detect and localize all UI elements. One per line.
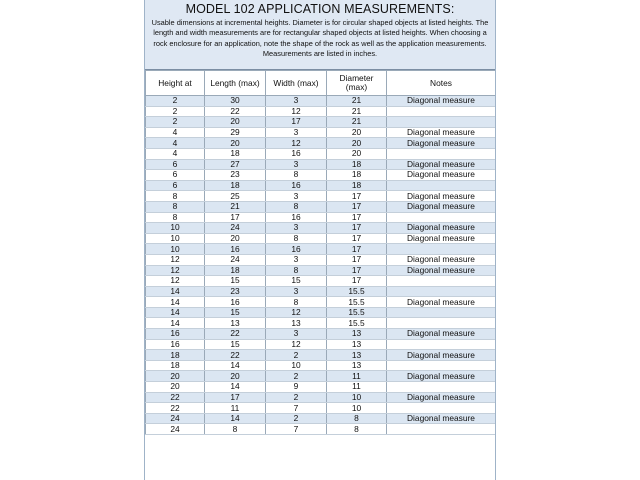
cell-width: 2 [266,371,327,382]
cell-height: 24 [146,424,205,435]
cell-length: 14 [205,360,266,371]
cell-length: 22 [205,329,266,340]
cell-length: 22 [205,350,266,361]
cell-length: 13 [205,318,266,329]
cell-notes: Diagonal measure [387,392,496,403]
cell-height: 6 [146,170,205,181]
cell-diameter: 17 [327,265,387,276]
table-row [146,223,496,234]
cell-height: 24 [146,413,205,424]
cell-width: 17 [266,117,327,128]
cell-length: 8 [205,424,266,435]
cell-diameter: 18 [327,159,387,170]
cell-width: 3 [266,254,327,265]
table-row [146,286,496,297]
column-header-notes: Notes [387,71,496,96]
cell-height: 8 [146,212,205,223]
cell-length: 22 [205,106,266,117]
cell-diameter: 13 [327,360,387,371]
cell-width: 16 [266,212,327,223]
cell-diameter: 17 [327,233,387,244]
cell-diameter: 15.5 [327,307,387,318]
cell-diameter: 20 [327,138,387,149]
cell-diameter: 17 [327,191,387,202]
cell-notes: Diagonal measure [387,223,496,234]
table-row [146,382,496,393]
cell-diameter: 15.5 [327,318,387,329]
cell-height: 8 [146,201,205,212]
cell-notes [387,276,496,287]
cell-notes: Diagonal measure [387,191,496,202]
cell-notes: Diagonal measure [387,233,496,244]
cell-length: 24 [205,254,266,265]
cell-diameter: 17 [327,244,387,255]
cell-height: 12 [146,254,205,265]
cell-notes: Diagonal measure [387,127,496,138]
cell-length: 20 [205,117,266,128]
table-row [146,159,496,170]
table-row [146,360,496,371]
cell-notes: Diagonal measure [387,159,496,170]
cell-height: 10 [146,244,205,255]
cell-diameter: 21 [327,106,387,117]
cell-height: 14 [146,297,205,308]
cell-notes [387,339,496,350]
cell-diameter: 20 [327,127,387,138]
cell-height: 4 [146,138,205,149]
column-header-height: Height at [146,71,205,96]
cell-height: 18 [146,350,205,361]
cell-length: 16 [205,297,266,308]
table-row [146,371,496,382]
table-header-row [146,71,496,96]
table-row [146,138,496,149]
cell-notes [387,403,496,414]
column-header-width: Width (max) [266,71,327,96]
cell-length: 11 [205,403,266,414]
cell-notes [387,212,496,223]
cell-width: 8 [266,265,327,276]
cell-diameter: 17 [327,254,387,265]
cell-width: 2 [266,350,327,361]
cell-height: 2 [146,117,205,128]
header-box [145,0,495,70]
cell-width: 12 [266,307,327,318]
table-body [146,96,496,435]
cell-width: 9 [266,382,327,393]
cell-length: 21 [205,201,266,212]
table-row [146,180,496,191]
table-row [146,339,496,350]
column-header-length: Length (max) [205,71,266,96]
cell-length: 30 [205,96,266,107]
cell-length: 23 [205,286,266,297]
cell-length: 24 [205,223,266,234]
table-row [146,127,496,138]
cell-width: 10 [266,360,327,371]
cell-height: 6 [146,159,205,170]
measurements-table [145,70,496,435]
cell-width: 16 [266,244,327,255]
cell-length: 25 [205,191,266,202]
table-row [146,201,496,212]
cell-notes: Diagonal measure [387,254,496,265]
cell-notes [387,307,496,318]
cell-length: 27 [205,159,266,170]
table-row [146,106,496,117]
cell-height: 6 [146,180,205,191]
table-row [146,148,496,159]
cell-height: 14 [146,318,205,329]
cell-diameter: 10 [327,392,387,403]
table-row [146,392,496,403]
cell-length: 18 [205,148,266,159]
cell-diameter: 13 [327,339,387,350]
cell-width: 16 [266,148,327,159]
cell-width: 7 [266,403,327,414]
cell-length: 18 [205,180,266,191]
cell-notes [387,286,496,297]
cell-width: 2 [266,392,327,403]
cell-notes [387,318,496,329]
table-row [146,117,496,128]
cell-width: 3 [266,223,327,234]
cell-diameter: 11 [327,382,387,393]
cell-width: 8 [266,201,327,212]
table-row [146,297,496,308]
page-title: MODEL 102 APPLICATION MEASUREMENTS: [185,2,455,16]
cell-notes: Diagonal measure [387,170,496,181]
cell-diameter: 17 [327,201,387,212]
table-row [146,424,496,435]
cell-diameter: 15.5 [327,297,387,308]
cell-width: 3 [266,127,327,138]
cell-diameter: 18 [327,180,387,191]
cell-width: 8 [266,297,327,308]
cell-diameter: 10 [327,403,387,414]
cell-height: 10 [146,223,205,234]
cell-notes [387,148,496,159]
cell-height: 10 [146,233,205,244]
table-row [146,170,496,181]
cell-width: 3 [266,329,327,340]
cell-height: 4 [146,148,205,159]
table-row [146,318,496,329]
cell-diameter: 21 [327,117,387,128]
cell-diameter: 13 [327,329,387,340]
cell-width: 3 [266,96,327,107]
cell-length: 17 [205,392,266,403]
table-row [146,329,496,340]
cell-notes [387,382,496,393]
cell-width: 8 [266,233,327,244]
cell-length: 18 [205,265,266,276]
cell-height: 14 [146,307,205,318]
cell-notes [387,360,496,371]
cell-width: 12 [266,138,327,149]
cell-notes [387,117,496,128]
cell-length: 29 [205,127,266,138]
cell-width: 2 [266,413,327,424]
cell-height: 22 [146,392,205,403]
cell-notes: Diagonal measure [387,297,496,308]
cell-diameter: 17 [327,223,387,234]
cell-notes: Diagonal measure [387,371,496,382]
cell-diameter: 8 [327,413,387,424]
cell-notes [387,244,496,255]
table-row [146,233,496,244]
table-row [146,276,496,287]
cell-width: 3 [266,159,327,170]
cell-diameter: 11 [327,371,387,382]
cell-diameter: 18 [327,170,387,181]
cell-height: 16 [146,339,205,350]
measurement-sheet [144,0,496,480]
cell-width: 12 [266,106,327,117]
cell-notes: Diagonal measure [387,138,496,149]
cell-height: 16 [146,329,205,340]
table-row [146,254,496,265]
description-text: Usable dimensions at incremental heights. Diameter is for circular shaped objects at listed heights. The length and width measurements are for rectangular shaped objects at listed heights. When choosing a rock enclosure for an application, note the shape of the rock as well as the application measurements. Measurements are listed in inches. [151,18,489,59]
table-row [146,307,496,318]
cell-notes: Diagonal measure [387,201,496,212]
table-row [146,413,496,424]
cell-length: 14 [205,382,266,393]
table-row [146,191,496,202]
cell-height: 8 [146,191,205,202]
cell-width: 7 [266,424,327,435]
cell-notes: Diagonal measure [387,265,496,276]
cell-width: 8 [266,170,327,181]
table-row [146,212,496,223]
cell-notes: Diagonal measure [387,96,496,107]
cell-diameter: 17 [327,276,387,287]
cell-height: 20 [146,371,205,382]
cell-diameter: 20 [327,148,387,159]
cell-height: 20 [146,382,205,393]
cell-diameter: 8 [327,424,387,435]
cell-height: 2 [146,96,205,107]
cell-height: 12 [146,276,205,287]
cell-height: 4 [146,127,205,138]
cell-length: 14 [205,413,266,424]
cell-diameter: 13 [327,350,387,361]
cell-notes: Diagonal measure [387,329,496,340]
cell-height: 18 [146,360,205,371]
cell-diameter: 15.5 [327,286,387,297]
cell-length: 20 [205,138,266,149]
cell-length: 15 [205,276,266,287]
cell-length: 20 [205,371,266,382]
cell-height: 2 [146,106,205,117]
table-row [146,265,496,276]
cell-width: 3 [266,286,327,297]
table-row [146,244,496,255]
cell-height: 14 [146,286,205,297]
cell-notes: Diagonal measure [387,350,496,361]
cell-diameter: 21 [327,96,387,107]
table-row [146,350,496,361]
cell-width: 3 [266,191,327,202]
cell-length: 15 [205,339,266,350]
cell-length: 23 [205,170,266,181]
cell-width: 12 [266,339,327,350]
cell-width: 15 [266,276,327,287]
cell-diameter: 17 [327,212,387,223]
cell-height: 22 [146,403,205,414]
cell-length: 20 [205,233,266,244]
cell-notes [387,180,496,191]
column-header-diameter: Diameter (max) [327,71,387,96]
cell-width: 13 [266,318,327,329]
table-row [146,96,496,107]
cell-notes [387,106,496,117]
cell-length: 15 [205,307,266,318]
cell-height: 12 [146,265,205,276]
table-row [146,403,496,414]
cell-length: 17 [205,212,266,223]
cell-length: 16 [205,244,266,255]
cell-width: 16 [266,180,327,191]
cell-notes [387,424,496,435]
cell-notes: Diagonal measure [387,413,496,424]
